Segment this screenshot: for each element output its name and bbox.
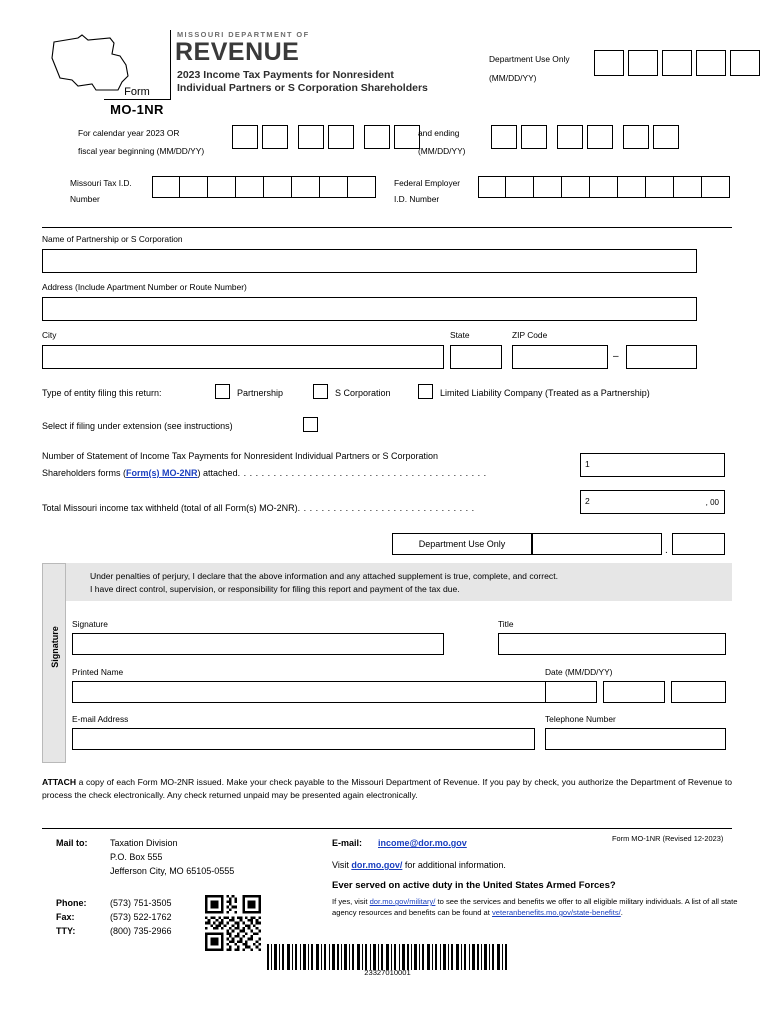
visit-line [332,860,506,870]
zip-plus4-input[interactable] [626,345,697,369]
dept-use-box[interactable] [594,50,624,76]
email-footer-link[interactable]: income@dor.mo.gov [378,838,467,848]
form-title-line2: Individual Partners or S Corporation Shareholders [177,82,428,94]
dept-use-box[interactable] [628,50,658,76]
mo-tax-id-cell[interactable] [348,176,376,198]
line2-input[interactable] [580,490,725,514]
fiscal-begin-box[interactable] [328,125,354,149]
line1-post: ) attached [197,468,238,478]
perjury-line1: Under penalties of perjury, I declare that the above information and any attached supplement is true, complete, and correct. [90,571,558,581]
entity-name-label: Name of Partnership or S Corporation [42,234,183,244]
line1-number: 1 [585,459,590,469]
dept-use-decimal: . [665,545,668,556]
mo-tax-id-cell[interactable] [208,176,236,198]
label-s-corporation: S Corporation [335,388,391,398]
fiscal-end-box[interactable] [587,125,613,149]
veteran-benefits-link[interactable]: veteranbenefits.mo.gov/state-benefits/ [492,908,621,917]
fiscal-begin-box[interactable] [394,125,420,149]
mo-tax-id-cell[interactable] [320,176,348,198]
barcode [265,944,510,970]
fein-cell[interactable] [478,176,506,198]
fiscal-begin-boxes[interactable] [232,125,424,149]
federal-id-label-line2: I.D. Number [394,194,440,204]
fein-cell[interactable] [590,176,618,198]
line1-input[interactable] [580,453,725,477]
fiscal-begin-box[interactable] [262,125,288,149]
state-label: State [450,330,470,340]
line2-label: Total Missouri income tax withheld (total of all Form(s) MO-2NR) [42,503,298,513]
header-divider [170,30,171,100]
line2-cents: , 00 [705,498,719,507]
mail-to-line-1: Taxation Division [110,838,178,848]
attach-bold: ATTACH [42,777,77,787]
signature-side-tab [42,563,66,763]
title-input[interactable] [498,633,726,655]
section-divider [42,227,732,228]
fiscal-begin-box[interactable] [298,125,324,149]
fein-cell[interactable] [618,176,646,198]
checkbox-partnership[interactable] [215,384,230,399]
fiscal-begin-box[interactable] [364,125,390,149]
veteran-mid: to see the services and benefits we offer to all eligible military individuals. A list of all state agency resources and benefits can be found at [332,897,738,917]
agency-name: REVENUE [175,38,300,66]
agency-wordmark [175,38,299,67]
department-use-only-header [489,54,570,83]
title-label: Title [498,619,514,629]
visit-pre: Visit [332,860,352,870]
email-label: E-mail Address [72,714,129,724]
label-llc: Limited Liability Company (Treated as a Partnership) [440,388,650,398]
veteran-heading: Ever served on active duty in the United States Armed Forces? [332,880,616,891]
visit-post: for additional information. [402,860,506,870]
mo-tax-id-cell[interactable] [236,176,264,198]
ending-date-format: (MM/DD/YY) [418,146,466,156]
zip-input[interactable] [512,345,608,369]
mo-tax-id-cell[interactable] [152,176,180,198]
dept-use-only-text: Department Use Only [418,539,506,549]
perjury-line2: I have direct control, supervision, or responsibility for filing this report and payment of the tax due. [90,584,460,594]
dept-use-cents-input[interactable] [672,533,725,555]
fax-value: (573) 522-1762 [110,912,172,922]
city-label: City [42,330,57,340]
email-input[interactable] [72,728,535,750]
fein-cell[interactable] [562,176,590,198]
signature-section [42,563,732,763]
city-input[interactable] [42,345,444,369]
veteran-post: . [620,908,623,917]
fiscal-begin-box[interactable] [232,125,258,149]
fein-cell[interactable] [674,176,702,198]
attach-text: a copy of each Form MO-2NR issued. Make your check payable to the Missouri Department of Revenue. If you pay by check, you authorize the Department of Revenue to process the check electronically. Any check returned unpaid may be presented again electronically. [42,777,732,800]
footer-divider [42,828,732,829]
missouri-tax-id-label-line2: Number [70,194,100,204]
mo-tax-id-cell[interactable] [180,176,208,198]
line1-text-b [42,468,487,478]
email-footer-label: E-mail: [332,838,363,848]
checkbox-llc[interactable] [418,384,433,399]
dept-use-box[interactable] [730,50,760,76]
line1-pre: Shareholders forms ( [42,468,127,478]
tty-label: TTY: [56,926,76,936]
line2-number: 2 [585,496,590,506]
address-label: Address (Include Apartment Number or Route Number) [42,282,247,292]
federal-id-label-line1: Federal Employer [394,178,461,188]
qr-code-icon [205,895,261,951]
entity-name-input[interactable] [42,249,697,273]
department-use-only-box-label [392,533,532,555]
mo-tax-id-cell[interactable] [292,176,320,198]
state-input[interactable] [450,345,502,369]
fiscal-year-label: fiscal year beginning (MM/DD/YY) [78,146,205,156]
ending-label: and ending [418,128,460,138]
fein-cell[interactable] [534,176,562,198]
calendar-year-label: For calendar year 2023 OR [78,128,180,138]
department-use-only-label: Department Use Only [489,54,570,64]
veteran-text [332,896,762,918]
address-input[interactable] [42,297,697,321]
mail-to-label: Mail to: [56,838,88,848]
line1-dots: . . . . . . . . . . . . . . . . . . . . . . . . . . . . . . . . . . . . . . . . . . [237,468,487,478]
fein-cell[interactable] [702,176,730,198]
missouri-state-outline-icon [48,32,134,94]
form-identifier [104,86,170,117]
mo-tax-id-cell[interactable] [264,176,292,198]
department-line: MISSOURI DEPARTMENT OF [177,30,310,39]
tty-value: (800) 735-2966 [110,926,172,936]
printed-name-input[interactable] [72,681,568,703]
form-number: MO-1NR [104,99,170,117]
telephone-label: Telephone Number [545,714,616,724]
fiscal-end-box[interactable] [623,125,649,149]
dor-military-link[interactable]: dor.mo.gov/military/ [369,897,436,906]
printed-name-label: Printed Name [72,667,124,677]
checkbox-extension[interactable] [303,417,318,432]
phone-value: (573) 751-3505 [110,898,172,908]
fiscal-end-box[interactable] [491,125,517,149]
date-year-input[interactable] [671,681,726,703]
dept-use-box[interactable] [696,50,726,76]
form-title-line1: 2023 Income Tax Payments for Nonresident [177,69,394,81]
perjury-statement [66,563,732,601]
signature-label: Signature [72,619,108,629]
fiscal-end-box[interactable] [521,125,547,149]
missouri-tax-id-label-line1: Missouri Tax I.D. [70,178,132,188]
fein-cell[interactable] [506,176,534,198]
form-header [42,28,732,117]
phone-label: Phone: [56,898,87,908]
label-partnership: Partnership [237,388,284,398]
dor-mo-gov-link[interactable]: dor.mo.gov/ [351,860,403,870]
entity-type-prompt: Type of entity filing this return: [42,388,162,398]
department-use-boxes[interactable] [594,50,764,76]
federal-employer-id-input[interactable] [478,176,730,198]
dept-use-amount-input[interactable] [532,533,662,555]
telephone-input[interactable] [545,728,726,750]
fax-label: Fax: [56,912,75,922]
form-word: Form [124,86,150,98]
date-label: Date (MM/DD/YY) [545,667,613,677]
fein-cell[interactable] [646,176,674,198]
extension-label: Select if filing under extension (see instructions) [42,421,233,431]
department-use-date-format: (MM/DD/YY) [489,73,537,83]
signature-input[interactable] [72,633,444,655]
line2-dots: . . . . . . . . . . . . . . . . . . . . . . . . . . . . . . [297,503,475,513]
signature-side-label: Signature [50,626,60,668]
zip-dash: – [613,351,619,362]
checkbox-s-corporation[interactable] [313,384,328,399]
dept-use-box[interactable] [662,50,692,76]
veteran-pre: If yes, visit [332,897,370,906]
date-day-input[interactable] [603,681,665,703]
barcode-number: 23327010001 [364,968,411,977]
line2-text [42,503,475,513]
mail-to-line-2: P.O. Box 555 [110,852,163,862]
mail-to-line-3: Jefferson City, MO 65105-0555 [110,866,235,876]
mo-2nr-link[interactable]: Form(s) MO-2NR [126,468,198,478]
fiscal-end-box[interactable] [653,125,679,149]
attach-note [42,776,732,802]
form-revision: Form MO-1NR (Revised 12-2023) [612,834,724,843]
missouri-tax-id-input[interactable] [152,176,376,198]
line1-text-a: Number of Statement of Income Tax Payments for Nonresident Individual Partners or S Corporation [42,451,439,461]
zip-label: ZIP Code [512,330,548,340]
fiscal-end-box[interactable] [557,125,583,149]
date-month-input[interactable] [545,681,597,703]
fiscal-end-boxes[interactable] [491,125,683,149]
